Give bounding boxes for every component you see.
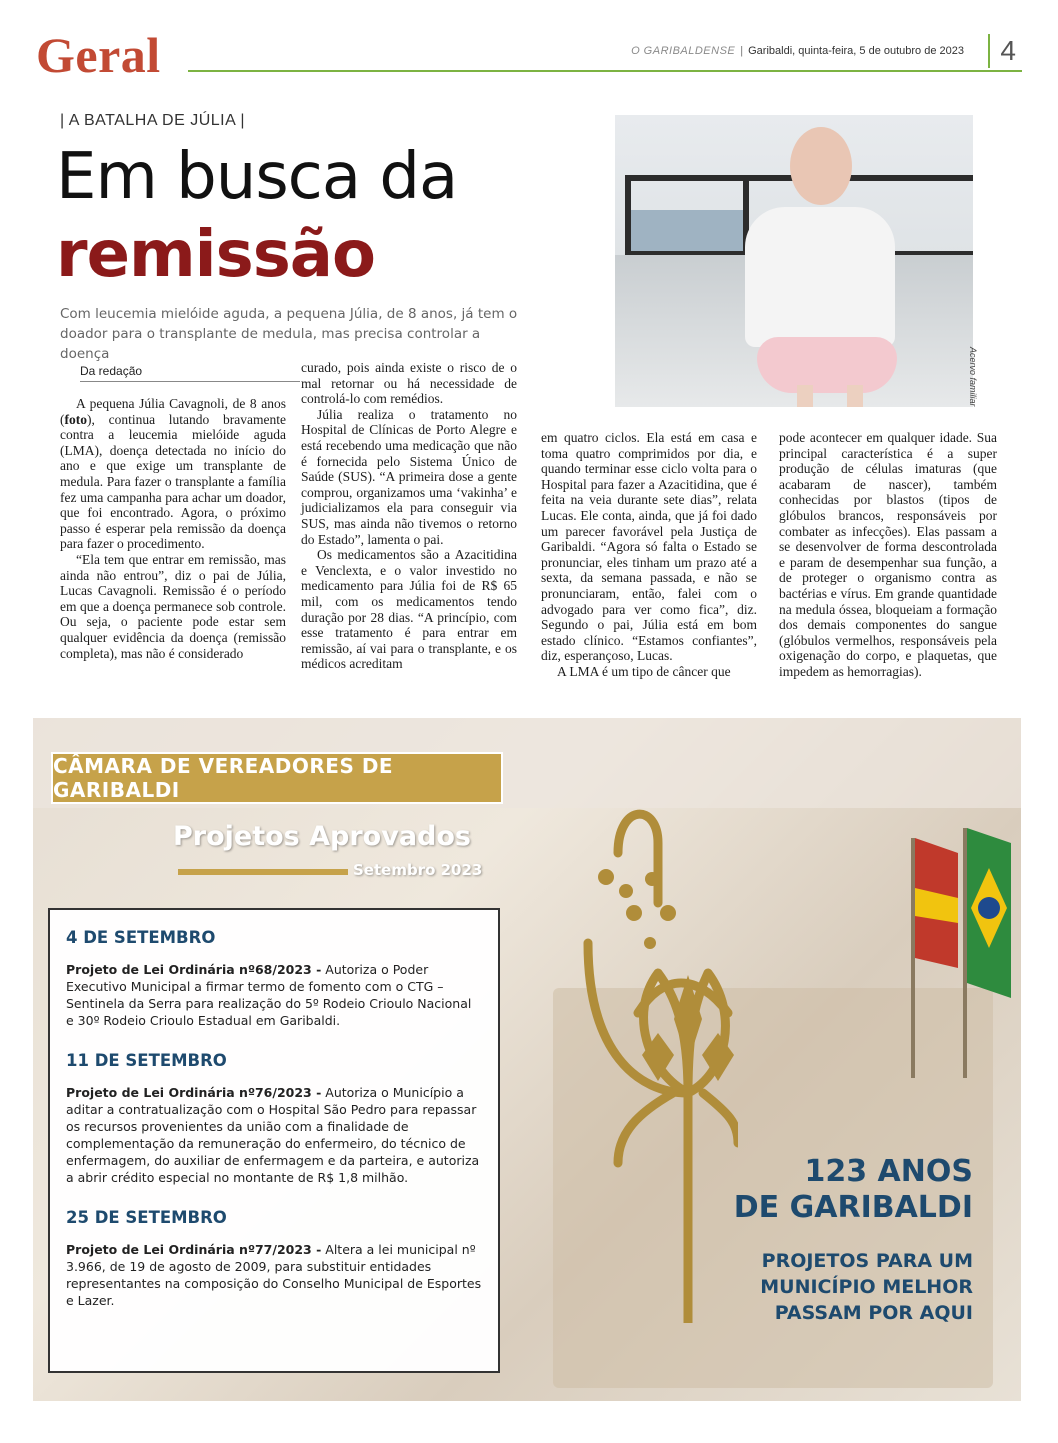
- photo-girl-head: [790, 127, 852, 205]
- photo-girl-leg: [797, 385, 813, 407]
- ad-subtitle-bar: [178, 869, 348, 875]
- projects-box: [48, 908, 500, 1373]
- anniversary-line2: DE GARIBALDI: [733, 1190, 973, 1225]
- kicker: | A BATALHA DE JÚLIA |: [60, 112, 246, 129]
- article-column-3: [541, 430, 757, 680]
- paragraph: A LMA é um tipo de câncer que: [557, 663, 731, 679]
- photo-girl-cardigan: [745, 207, 895, 347]
- anniversary-line1: 123 ANOS: [804, 1154, 973, 1189]
- project-text: Autoriza o Município a aditar a contratualização com o Hospital São Pedro para repassar os recursos provenientes da união com a finalidade de complementação da remuneração do enfermeiro, do técnico de enfermagem, do auxiliar de enfermagem e da parteira, e autoriza a abrir crédito especial no montante de R$ 1,8 milhão.: [66, 1085, 480, 1185]
- masthead: [631, 45, 964, 57]
- project-item: [66, 1241, 482, 1309]
- paragraph: [60, 396, 286, 552]
- text-bold: foto: [64, 411, 87, 427]
- project-text: Altera a lei municipal nº 3.966, de 19 de agosto de 2009, para substituir entidades representantes na composição do Conselho Municipal de Esportes e Lazer.: [66, 1242, 482, 1308]
- slogan-line1: PROJETOS PARA UM: [761, 1250, 973, 1272]
- article-column-1: [60, 396, 286, 661]
- dateline: Garibaldi, quinta-feira, 5 de outubro de 2023: [748, 45, 964, 57]
- article-photo: [615, 115, 973, 407]
- ad-subtitle: Setembro 2023: [353, 861, 483, 879]
- headline-line1: Em busca da: [56, 140, 458, 214]
- photo-window-view: [625, 210, 745, 255]
- paragraph: Júlia realiza o tratamento no Hospital de Clínicas de Porto Alegre e está recebendo uma medicação que não é fornecida pelo Sistema Único de Saúde (SUS). “A primeira dose a gente comprou, organizamos uma ‘vakinha’ e judicializamos ela para conseguir via SUS, mas ainda não tivemos o retorno do Estado”, lamenta o pai.: [301, 406, 517, 547]
- masthead-separator: |: [740, 45, 744, 57]
- slogan-line2: MUNICÍPIO MELHOR: [760, 1276, 973, 1298]
- project-bill: Projeto de Lei Ordinária nº68/2023 -: [66, 962, 322, 977]
- subhead: Com leucemia mielóide aguda, a pequena Júlia, de 8 anos, já tem o doador para o transplante de medula, mas precisa controlar a doença: [60, 306, 518, 362]
- paragraph: em quatro ciclos. Ela está em casa e toma quatro comprimidos por dia, e quando terminar esse ciclo volta para o Hospital para fazer a Azacitidina, que é feita na veia durante sete dias”, relata Lucas. Ele conta, ainda, que já foi dado um parecer favorável pela Justiça de Garibaldi. “Agora só falta o Estado se pronunciar, eles tinham um prazo até a sexta, da semana passada, e não se pronunciaram, então, falei com o advogado para ver como fica”, diz. Segundo o pai, Júlia está em bom estado clínico. “Estamos confiantes”, diz, esperançoso, Lucas.: [541, 430, 757, 664]
- headline-line2: remissão: [56, 218, 375, 292]
- ad-title: Projetos Aprovados: [173, 821, 472, 852]
- project-date: 11 DE SETEMBRO: [66, 1051, 227, 1070]
- section-title: Geral: [36, 27, 161, 83]
- project-date: 25 DE SETEMBRO: [66, 1208, 227, 1227]
- slogan-line3: PASSAM POR AQUI: [774, 1302, 973, 1324]
- paragraph: Os medicamentos são a Azacitidina e Venclexta, e o valor investido no medicamento para Júlia foi de R$ 65 mil, com os medicamentos tendo duração por 28 dias. “A princípio, com esse tratamento é para entrar em remissão, aí vai para o transplante, e os médicos acreditam: [301, 547, 517, 672]
- text-run: A pequena Júlia Cavagnoli, de 8 anos (: [60, 396, 286, 427]
- project-item: [66, 961, 482, 1029]
- photo-credit: Acervo familiar: [968, 347, 978, 407]
- slogan: [673, 1248, 973, 1326]
- photo-girl-leg: [847, 385, 863, 407]
- byline: Da redação: [80, 364, 300, 382]
- photo-window-frame: [625, 175, 631, 255]
- ad-banner: CÂMARA DE VEREADORES DE GARIBALDI: [51, 752, 503, 804]
- paragraph: pode acontecer em qualquer idade. Sua principal característica é a super produção de células imaturas (que acabaram de nascer), também conhecidas por blastos (tipos de glóbulos brancos, responsáveis por combater as infecções). Elas passam a se desenvolver de forma descontrolada e param de desempenhar sua função, a de proteger o organismo contra as bactérias e vírus. Em grande quantidade na medula óssea, bloqueiam a formação dos demais componentes do sangue (glóbulos vermelhos, responsáveis pela oxigenação do corpo, e plaquetas, que impedem as hemorragias).: [779, 430, 997, 679]
- paragraph: curado, pois ainda existe o risco de o mal retornar ou há necessidade de controlá-lo com remédios.: [301, 360, 517, 407]
- article-column-2: [301, 360, 517, 672]
- project-item: [66, 1084, 482, 1186]
- project-date: 4 DE SETEMBRO: [66, 928, 216, 947]
- header-rule: [188, 70, 1022, 72]
- grape-flower-logo-icon: [578, 763, 738, 1323]
- anniversary-text: [693, 1154, 973, 1226]
- text-run: ), continua lutando bravamente contra a leucemia mielóide aguda (LMA), doença detectada no início do ano e que exige um transplante de medula. Para fazer o transplante a família fez uma campanha para achar um doador, que foi encontrado. Agora, o próximo passo é esperar pela remissão da doença para fazer o procedimento.: [60, 411, 286, 552]
- paragraph: “Ela tem que entrar em remissão, mas ainda não entrou”, diz o pai de Júlia, Lucas Cavagnoli. Remissão é o período em que a doença permanece sob controle. Ou seja, o paciente pode estar sem qualquer evidência da doença (remissão completa), mas não é considerado: [60, 551, 286, 661]
- project-text: Autoriza o Poder Executivo Municipal a firmar termo de fomento com o CTG – Sentinela da Serra para realização do 5º Rodeio Crioulo Nacional e 30º Rodeio Crioulo Estadual em Garibaldi.: [66, 962, 472, 1028]
- project-bill: Projeto de Lei Ordinária nº77/2023 -: [66, 1242, 322, 1257]
- photo-girl-tutu: [757, 337, 897, 393]
- article-column-4: [779, 430, 997, 680]
- page-number: 4: [988, 34, 1016, 68]
- project-bill: Projeto de Lei Ordinária nº76/2023 -: [66, 1085, 322, 1100]
- advertisement: [33, 718, 1021, 1401]
- paper-name: O GARIBALDENSE: [631, 45, 736, 57]
- flags-icon: [903, 798, 1021, 1078]
